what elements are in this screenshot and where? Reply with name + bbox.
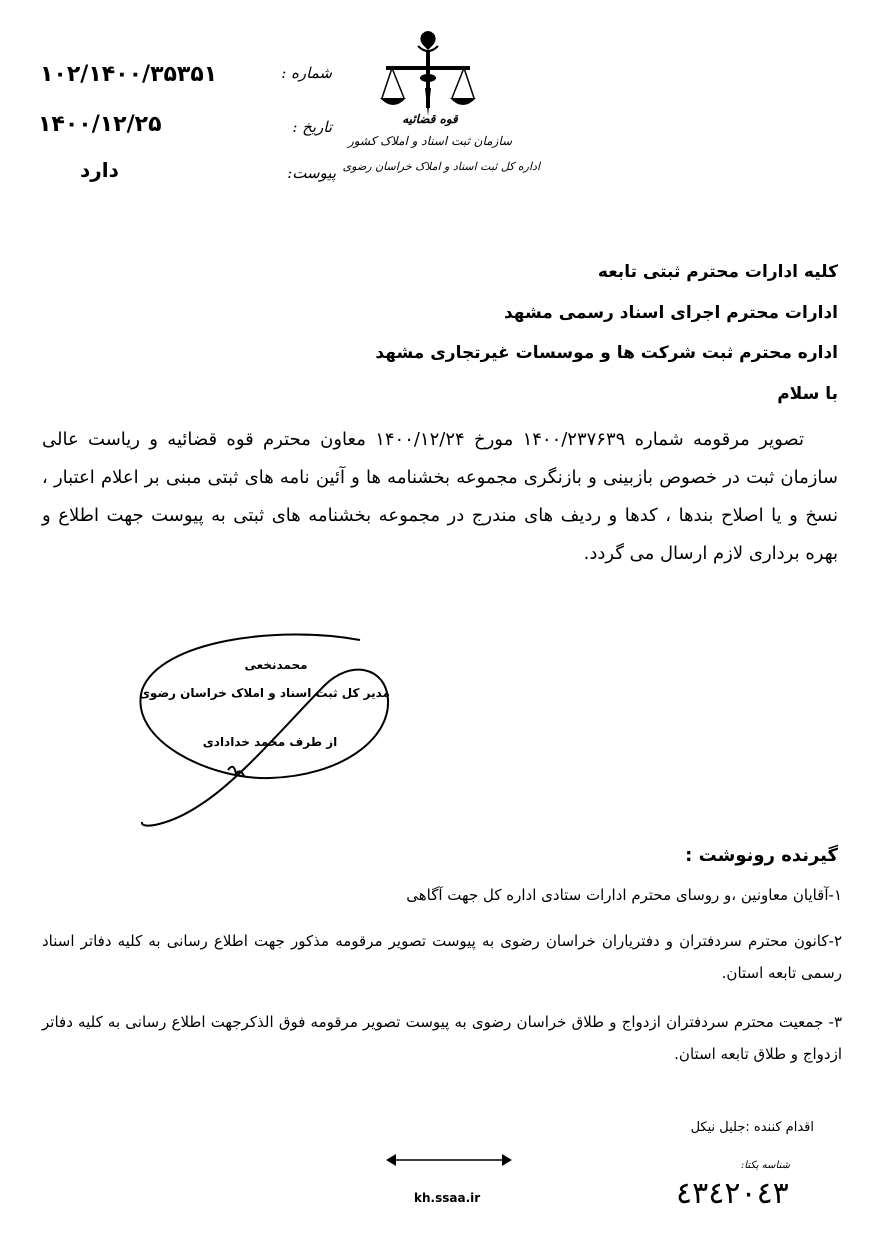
greeting: با سلام bbox=[777, 384, 838, 404]
attachment-label: پیوست: bbox=[287, 164, 336, 182]
letter-date-label: تاریخ : bbox=[292, 118, 332, 136]
emblem-line-3: اداره کل ثبت اسناد و املاک خراسان رضوی bbox=[342, 160, 540, 173]
signatory-title: مدیر کل ثبت اسناد و املاک خراسان رضوی bbox=[138, 686, 390, 700]
cc-item-1: ۱-آقایان معاونین ،و روسای محترم ادارات ستادی اداره کل جهت آگاهی bbox=[406, 886, 842, 904]
letter-number-label: شماره : bbox=[281, 64, 332, 82]
divider-arrow bbox=[384, 1150, 514, 1170]
letter-date: ۱۴۰۰/۱۲/۲۵ bbox=[38, 112, 162, 137]
judiciary-emblem bbox=[378, 28, 478, 118]
addressee-1: کلیه ادارات محترم ثبتی تابعه bbox=[597, 262, 838, 282]
cc-title: گیرنده رونوشت : bbox=[685, 845, 838, 866]
emblem-line-2: سازمان ثبت اسناد و املاک کشور bbox=[347, 134, 513, 148]
cc-item-3: ۳- جمعیت محترم سردفتران ازدواج و طلاق خراسان رضوی به پیوست تصویر مرقومه فوق الذکرجهت اطلاع رسانی به کلیه دفاتر ازدواج و طلاق تابعه استان. bbox=[42, 1013, 842, 1063]
scales-of-justice-icon bbox=[378, 28, 478, 118]
tracking-label: شناسه یکتا: bbox=[740, 1160, 790, 1171]
cc-item-2: ۲-کانون محترم سردفتران و دفتریاران خراسان رضوی به پیوست تصویر مرقومه مذکور جهت اطلاع رسانی به کلیه دفاتر اسناد رسمی تابعه استان. bbox=[42, 932, 842, 982]
double-arrow-icon bbox=[384, 1150, 514, 1170]
website: kh.ssaa.ir bbox=[414, 1191, 481, 1205]
tracking-code: ٤٣٤٢٠٤٣ bbox=[676, 1176, 789, 1211]
attachment-value: دارد bbox=[80, 158, 119, 182]
signatory-on-behalf: از طرف محمد خدادادی bbox=[202, 735, 338, 749]
addressee-2: ادارات محترم اجرای اسناد رسمی مشهد bbox=[503, 303, 838, 323]
addressee-3: اداره محترم ثبت شرکت ها و موسسات غیرتجاری مشهد bbox=[375, 343, 838, 363]
signatory-name: محمدنخعی bbox=[244, 658, 308, 672]
action-by: اقدام کننده :جلیل نیکل bbox=[690, 1120, 814, 1135]
letter-number: ۱۰۲/۱۴۰۰/۳۵۳۵۱ bbox=[40, 62, 218, 87]
letter-body: تصویر مرقومه شماره ۱۴۰۰/۲۳۷۶۳۹ مورخ ۱۴۰۰/۱۲/۲۴ معاون محترم قوه قضائیه و ریاست عالی سازمان ثبت در خصوص بازبینی و بازنگری مجموعه بخشنامه ها و آئین نامه های ثبتی مبنی بر اعلام اعتبار ، نسخ و یا اصلاح بندها ، کدها و ردیف های مندرج در مجموعه بخشنامه های ثبتی به پیوست جهت اطلاع و بهره برداری لازم ارسال می گردد. bbox=[42, 429, 838, 564]
emblem-line-1: قوه قضائیه bbox=[402, 112, 458, 126]
